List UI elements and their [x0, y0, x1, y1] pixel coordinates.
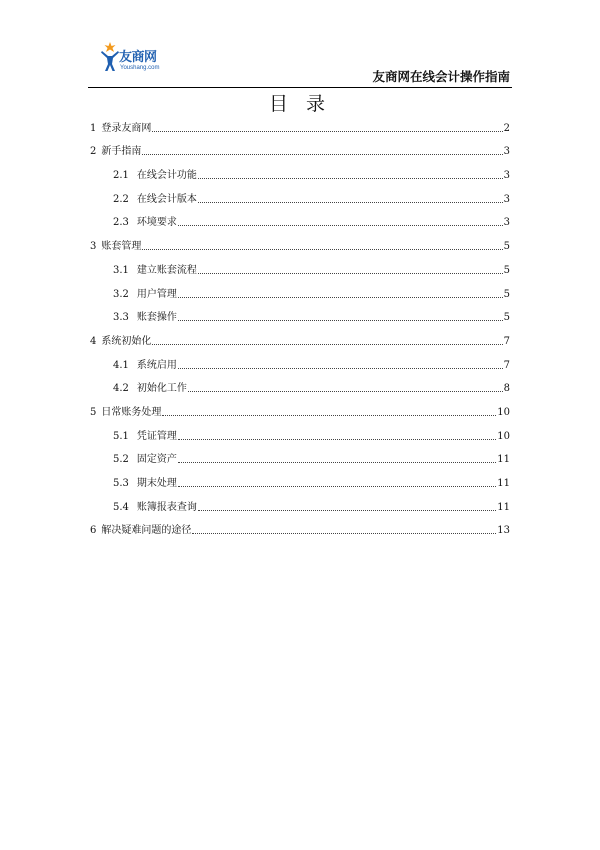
toc-entry-number: 1: [90, 122, 97, 134]
dot-leader: [142, 249, 502, 250]
toc-entry-title: 初始化工作: [136, 383, 187, 395]
document-header-title: 友商网在线会计操作指南: [372, 69, 510, 84]
toc-entry-title: 新手指南: [101, 146, 142, 158]
toc-entry-title: 系统启用: [136, 359, 177, 371]
toc-entry-page: 5: [503, 312, 510, 324]
toc-entry-page: 3: [503, 170, 510, 182]
toc-entry: [90, 140, 510, 164]
toc-entry-number: 2.1: [113, 170, 129, 182]
toc-entry-number: 5.3: [113, 478, 129, 489]
dot-leader: [152, 131, 502, 132]
dot-leader: [142, 154, 502, 155]
dot-leader: [198, 202, 503, 203]
table-of-contents: [90, 116, 510, 542]
header-divider: [88, 87, 512, 88]
toc-subentry: [90, 471, 510, 495]
dot-leader: [198, 273, 503, 274]
toc-entry-title: 期末处理: [136, 478, 177, 489]
toc-entry-page: 8: [503, 383, 510, 395]
toc-subentry: [90, 495, 510, 519]
toc-subentry: [90, 424, 510, 448]
toc-entry-title: 凭证管理: [136, 430, 177, 442]
dot-leader: [198, 510, 496, 511]
toc-entry-title: 日常账务处理: [101, 406, 162, 418]
toc-subentry: [90, 187, 510, 211]
dot-leader: [192, 533, 496, 534]
toc-entry-number: 4.1: [113, 359, 129, 371]
person-logo-icon: [100, 42, 120, 72]
dot-leader: [178, 486, 496, 487]
toc-entry-title: 在线会计版本: [136, 193, 197, 205]
toc-entry-title: 登录友商网: [101, 122, 152, 134]
dot-leader: [178, 320, 503, 321]
toc-entry-number: 3.2: [113, 288, 129, 300]
dot-leader: [178, 439, 496, 440]
dot-leader: [178, 368, 503, 369]
toc-entry-number: 3.1: [113, 264, 129, 276]
youshang-logo: [100, 40, 180, 76]
toc-subentry: [90, 448, 510, 472]
toc-entry-page: 7: [503, 335, 510, 347]
toc-entry-number: 2.2: [113, 193, 129, 205]
toc-subentry: [90, 306, 510, 330]
toc-entry-title: 用户管理: [136, 288, 177, 300]
toc-entry: [90, 519, 510, 543]
dot-leader: [178, 462, 496, 463]
logo-domain: Youshang.com: [120, 65, 160, 71]
dot-leader: [188, 391, 503, 392]
toc-entry-page: 10: [497, 430, 510, 442]
toc-entry-title: 账簿报表查询: [136, 501, 197, 513]
toc-title: 目 录: [268, 93, 332, 115]
toc-entry-page: 11: [497, 478, 510, 489]
toc-entry: [90, 234, 510, 258]
toc-entry-number: 3.3: [113, 312, 129, 324]
toc-entry-number: 2.3: [113, 217, 129, 229]
toc-subentry: [90, 211, 510, 235]
toc-entry-page: 11: [497, 501, 510, 513]
toc-entry-title: 解决疑难问题的途径: [101, 525, 192, 537]
toc-entry-title: 账套管理: [101, 241, 142, 253]
dot-leader: [152, 344, 502, 345]
toc-entry-number: 4: [90, 335, 97, 347]
toc-entry: [90, 400, 510, 424]
dot-leader: [162, 415, 496, 416]
toc-entry: [90, 116, 510, 140]
toc-subentry: [90, 377, 510, 401]
toc-entry-page: 5: [503, 241, 510, 253]
toc-entry-title: 在线会计功能: [136, 170, 197, 182]
dot-leader: [198, 178, 503, 179]
toc-subentry: [90, 163, 510, 187]
toc-entry-page: 7: [503, 359, 510, 371]
toc-entry-number: 3: [90, 241, 97, 253]
toc-entry-page: 3: [503, 146, 510, 158]
toc-entry-number: 4.2: [113, 383, 129, 395]
toc-entry-page: 11: [497, 454, 510, 466]
toc-entry-number: 5.4: [113, 501, 129, 513]
toc-entry-page: 13: [497, 525, 510, 537]
toc-entry: [90, 329, 510, 353]
toc-entry-title: 系统初始化: [101, 335, 152, 347]
toc-subentry: [90, 353, 510, 377]
toc-entry-page: 2: [503, 122, 510, 134]
toc-entry-page: 5: [503, 288, 510, 300]
toc-entry-title: 建立账套流程: [136, 264, 197, 276]
toc-entry-number: 6: [90, 525, 97, 537]
dot-leader: [178, 297, 503, 298]
toc-entry-number: 5.1: [113, 430, 129, 442]
toc-entry-page: 3: [503, 193, 510, 205]
toc-entry-title: 固定资产: [136, 454, 177, 466]
toc-subentry: [90, 258, 510, 282]
toc-entry-title: 账套操作: [136, 312, 177, 324]
toc-entry-page: 3: [503, 217, 510, 229]
toc-entry-page: 10: [497, 406, 510, 418]
toc-entry-title: 环境要求: [136, 217, 177, 229]
toc-entry-number: 5: [90, 406, 97, 418]
dot-leader: [178, 225, 503, 226]
toc-entry-number: 2: [90, 146, 97, 158]
toc-entry-number: 5.2: [113, 454, 129, 466]
toc-entry-page: 5: [503, 264, 510, 276]
logo-name: 友商网: [119, 50, 157, 65]
toc-subentry: [90, 282, 510, 306]
